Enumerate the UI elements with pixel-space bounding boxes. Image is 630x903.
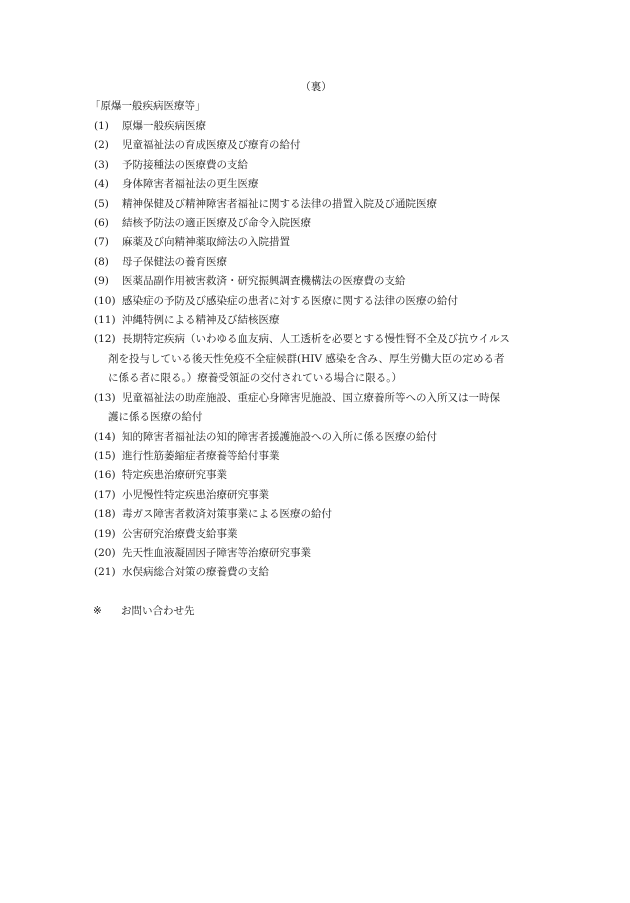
list-item: [94, 389, 534, 428]
list-item: [94, 525, 534, 544]
item-text-line: 水俣病総合対策の療養費の支給: [122, 566, 269, 579]
list-item: [94, 330, 534, 388]
item-text-line: 母子保健法の養育医療: [122, 255, 227, 268]
item-text: [122, 525, 534, 544]
item-number: (13): [94, 391, 116, 404]
item-text-line: 予防接種法の医療費の支給: [122, 158, 248, 171]
item-text: [122, 136, 534, 155]
item-number: (16): [94, 469, 116, 482]
item-text: [122, 175, 534, 194]
item-text: [122, 195, 534, 214]
list-item: [94, 447, 534, 466]
list-item: [94, 428, 534, 447]
item-number: (6): [94, 217, 109, 230]
list-item: [94, 505, 534, 524]
item-text: [122, 486, 534, 505]
item-number: (1): [94, 120, 109, 132]
list-item: [94, 214, 534, 233]
item-text-line: 先天性血液凝固因子障害等治療研究事業: [122, 546, 311, 559]
section-title: 「原爆一般疾病医療等」: [90, 100, 206, 112]
item-text-line: 児童福祉法の助産施設、重症心身障害児施設、国立療養所等への入所又は一時保: [122, 391, 500, 404]
item-number: (19): [94, 527, 116, 540]
item-text-line: 進行性筋萎縮症者療養等給付事業: [122, 449, 280, 462]
item-number: (17): [94, 488, 116, 501]
item-text-line: 医薬品副作用被害救済・研究振興調査機構法の医療費の支給: [122, 275, 406, 288]
item-text-line: 知的障害者福祉法の知的障害者援護施設への入所に係る医療の給付: [122, 430, 437, 443]
list-item: [94, 311, 534, 330]
item-number: (7): [94, 236, 109, 249]
item-number: (14): [94, 430, 116, 443]
list-item: [94, 486, 534, 505]
item-text: [122, 156, 534, 175]
item-text: [122, 233, 534, 252]
item-text-line: 原爆一般疾病医療: [122, 120, 206, 132]
item-text-line: 結核予防法の適正医療及び命令入院医療: [122, 217, 311, 230]
item-text-line: 感染症の予防及び感染症の患者に対する医療に関する法律の医療の給付: [122, 294, 458, 307]
list-item: [94, 292, 534, 311]
item-text-line: 長期特定疾病（いわゆる血友病、人工透析を必要とする慢性腎不全及び抗ウイルス: [122, 333, 510, 346]
item-text-line: 毒ガス障害者救済対策事業による医療の給付: [122, 508, 332, 521]
contact-note: [93, 604, 195, 618]
list-item: [94, 156, 534, 175]
item-text-line: 身体障害者福祉法の更生医療: [122, 178, 259, 191]
item-text: [122, 214, 534, 233]
item-number: (20): [94, 546, 116, 559]
item-text: [122, 428, 534, 447]
item-text: [122, 544, 534, 563]
item-number: (2): [94, 139, 109, 152]
item-text: [122, 117, 534, 136]
item-text: [122, 505, 534, 524]
item-number: (15): [94, 449, 116, 462]
item-text: [122, 563, 534, 582]
item-number: (18): [94, 508, 116, 521]
item-text: [122, 292, 534, 311]
item-number: (9): [94, 275, 109, 288]
item-text-line: 精神保健及び精神障害者福祉に関する法律の措置入院及び通院医療: [122, 197, 437, 210]
item-text: [108, 330, 534, 388]
item-number: (4): [94, 178, 109, 191]
item-text-line: 剤を投与している後天性免疫不全症候群(HIV 感染を含み、厚生労働大臣の定める者: [108, 352, 505, 365]
item-text: [122, 253, 534, 272]
reference-mark: ※: [93, 605, 102, 617]
item-text-line: 公害研究治療費支給事業: [122, 527, 238, 540]
contact-label: お問い合わせ先: [121, 605, 195, 617]
list-item: [94, 175, 534, 194]
list-item: [94, 466, 534, 485]
item-number: (3): [94, 158, 109, 171]
item-number: (8): [94, 255, 109, 268]
list-item: [94, 233, 534, 252]
item-text-line: に係る者に限る。）療養受領証の交付されている場合に限る。）: [108, 372, 402, 385]
item-text-line: 麻薬及び向精神薬取締法の入院措置: [122, 236, 290, 249]
item-text-line: 特定疾患治療研究事業: [122, 469, 227, 482]
list-item: [94, 544, 534, 563]
medical-benefit-list: [94, 117, 534, 583]
item-number: (21): [94, 566, 116, 579]
page-side-label: （裏）: [300, 81, 332, 93]
item-text: [108, 389, 534, 428]
item-text-line: 沖縄特例による精神及び結核医療: [122, 314, 280, 327]
list-item: [94, 195, 534, 214]
list-item: [94, 136, 534, 155]
item-number: (11): [94, 314, 116, 327]
item-text: [122, 447, 534, 466]
list-item: [94, 272, 534, 291]
item-text-line: 児童福祉法の育成医療及び療育の給付: [122, 139, 301, 152]
item-text: [122, 311, 534, 330]
list-item: [94, 253, 534, 272]
item-text-line: 小児慢性特定疾患治療研究事業: [122, 488, 269, 501]
item-number: (5): [94, 197, 109, 210]
item-number: (12): [94, 333, 116, 346]
item-text: [122, 272, 534, 291]
list-item: [94, 117, 534, 136]
item-text-line: 護に係る医療の給付: [108, 411, 203, 424]
item-number: (10): [94, 294, 116, 307]
item-text: [122, 466, 534, 485]
list-item: [94, 563, 534, 582]
